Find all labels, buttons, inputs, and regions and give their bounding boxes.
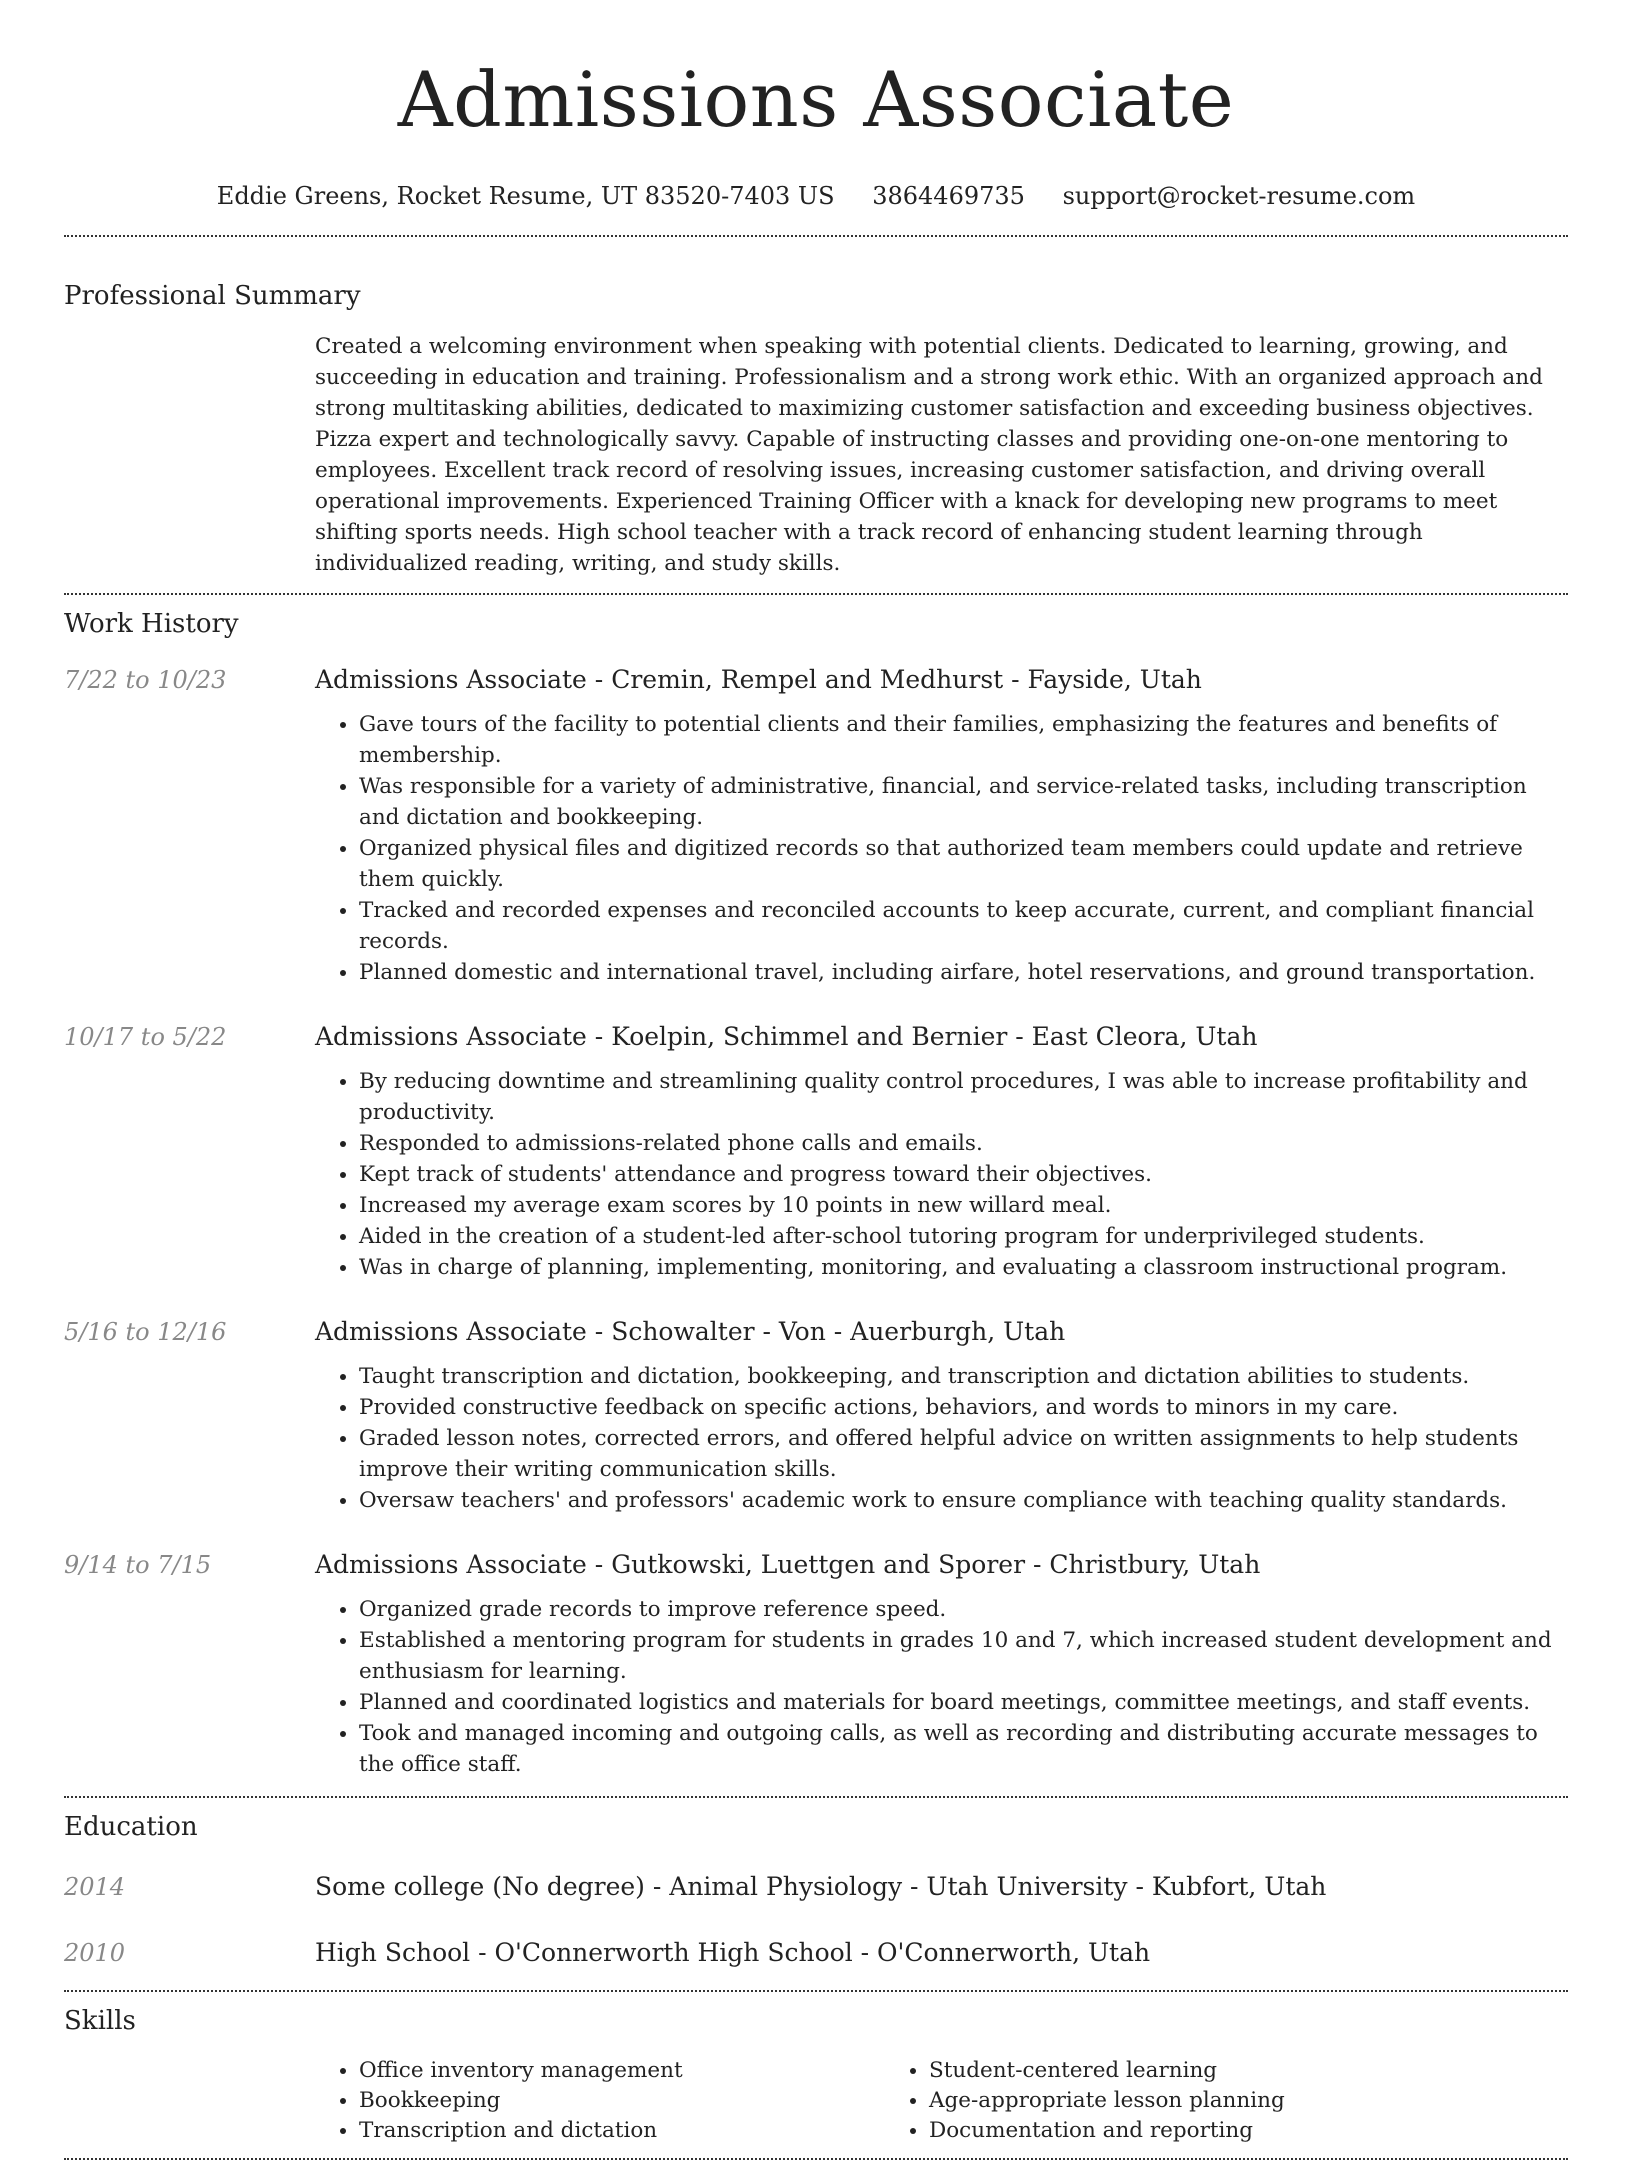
job-bullet: • Gave tours of the facility to potential clients and their families, emphasizing the features and benefits of membership. [359, 709, 1568, 771]
job-bullet: • Kept track of students' attendance and progress toward their objectives. [359, 1159, 1568, 1190]
job-title: Admissions Associate - Schowalter - Von - Auerburgh, Utah [315, 1317, 1066, 1346]
section-divider [64, 235, 1568, 237]
resume-name: Admissions Associate [397, 55, 1235, 144]
education-title: Some college (No degree) - Animal Physiology - Utah University - Kubfort, Utah [315, 1872, 1327, 1901]
education-entry [64, 1936, 1568, 1970]
job-bullet: • Planned and coordinated logistics and materials for board meetings, committee meetings, and staff events. [359, 1687, 1568, 1718]
section-divider [64, 1796, 1568, 1798]
job-dates: 9/14 to 7/15 [64, 1551, 212, 1579]
job-entry [64, 663, 1568, 988]
job-bullet: • Graded lesson notes, corrected errors, and offered helpful advice on written assignments to help students improve their writing communication skills. [359, 1423, 1568, 1485]
contact-line [64, 180, 1568, 212]
contact-address: Eddie Greens, Rocket Resume, UT 83520-7403 US [216, 182, 835, 210]
work-history-heading: Work History [64, 609, 239, 639]
education-title: High School - O'Connerworth High School - O'Connerworth, Utah [315, 1938, 1151, 1967]
skill-item: • Documentation and reporting [929, 2116, 1455, 2146]
job-bullet: • Planned domestic and international travel, including airfare, hotel reservations, and ground transportation. [359, 957, 1568, 988]
skills-column-left [315, 2056, 885, 2146]
education-entry [64, 1870, 1568, 1904]
job-bullet: • Aided in the creation of a student-led after-school tutoring program for underprivileged students. [359, 1221, 1568, 1252]
skill-item: • Office inventory management [359, 2056, 885, 2086]
education-year: 2010 [64, 1939, 126, 1967]
job-bullet: • Organized grade records to improve reference speed. [359, 1594, 1568, 1625]
job-bullet: • Responded to admissions-related phone calls and emails. [359, 1128, 1568, 1159]
job-bullet: • Tracked and recorded expenses and reconciled accounts to keep accurate, current, and compliant financial records. [359, 895, 1568, 957]
job-entry [64, 1548, 1568, 1780]
job-bullet: • Was in charge of planning, implementing, monitoring, and evaluating a classroom instructional program. [359, 1252, 1568, 1283]
skills-list [315, 2056, 1568, 2146]
job-title: Admissions Associate - Gutkowski, Luettgen and Sporer - Christbury, Utah [315, 1550, 1261, 1579]
summary-text: Created a welcoming environment when speaking with potential clients. Dedicated to learning, growing, and succeeding in education and training. Professionalism and a strong work ethic. With an organized approach and strong multitasking abilities, dedicated to maximizing customer satisfaction and exceeding business objectives. Pizza expert and technologically savvy. Capable of instructing classes and providing one-on-one mentoring to employees. Excellent track record of resolving issues, increasing customer satisfaction, and driving overall operational improvements. Experienced Training Officer with a knack for developing new programs to meet shifting sports needs. High school teacher with a track record of enhancing student learning through individualized reading, writing, and study skills. [315, 334, 1543, 576]
job-entry [64, 1315, 1568, 1516]
skill-item: • Bookkeeping [359, 2086, 885, 2116]
job-title: Admissions Associate - Cremin, Rempel and Medhurst - Fayside, Utah [315, 665, 1202, 694]
job-bullets [315, 1066, 1568, 1283]
job-dates: 10/17 to 5/22 [64, 1023, 227, 1051]
job-bullets [315, 1361, 1568, 1516]
job-bullets [315, 1594, 1568, 1780]
skill-item: • Student-centered learning [929, 2056, 1455, 2086]
job-bullet: • Established a mentoring program for students in grades 10 and 7, which increased student development and enthusiasm for learning. [359, 1625, 1568, 1687]
education-heading: Education [64, 1812, 198, 1842]
skills-heading: Skills [64, 2006, 136, 2036]
job-entry [64, 1020, 1568, 1283]
job-bullet: • Oversaw teachers' and professors' academic work to ensure compliance with teaching quality standards. [359, 1485, 1568, 1516]
skill-item: • Age-appropriate lesson planning [929, 2086, 1455, 2116]
summary-heading: Professional Summary [64, 281, 361, 311]
skills-column-right [885, 2056, 1455, 2146]
job-bullet: • Was responsible for a variety of administrative, financial, and service-related tasks, including transcription and dictation and bookkeeping. [359, 771, 1568, 833]
education-year: 2014 [64, 1873, 126, 1901]
job-dates: 5/16 to 12/16 [64, 1318, 227, 1346]
contact-phone: 3864469735 [872, 182, 1025, 210]
job-bullet: • By reducing downtime and streamlining quality control procedures, I was able to increase profitability and productivity. [359, 1066, 1568, 1128]
section-divider [64, 1990, 1568, 1992]
job-bullets [315, 709, 1568, 988]
section-divider [64, 593, 1568, 595]
skill-item: • Transcription and dictation [359, 2116, 885, 2146]
job-bullet: • Taught transcription and dictation, bookkeeping, and transcription and dictation abilities to students. [359, 1361, 1568, 1392]
job-bullet: • Organized physical files and digitized records so that authorized team members could update and retrieve them quickly. [359, 833, 1568, 895]
contact-email: support@rocket-resume.com [1062, 182, 1416, 210]
job-title: Admissions Associate - Koelpin, Schimmel and Bernier - East Cleora, Utah [315, 1022, 1258, 1051]
job-bullet: • Provided constructive feedback on specific actions, behaviors, and words to minors in my care. [359, 1392, 1568, 1423]
job-dates: 7/22 to 10/23 [64, 666, 227, 694]
job-bullet: • Took and managed incoming and outgoing calls, as well as recording and distributing accurate messages to the office staff. [359, 1718, 1568, 1780]
job-bullet: • Increased my average exam scores by 10 points in new willard meal. [359, 1190, 1568, 1221]
